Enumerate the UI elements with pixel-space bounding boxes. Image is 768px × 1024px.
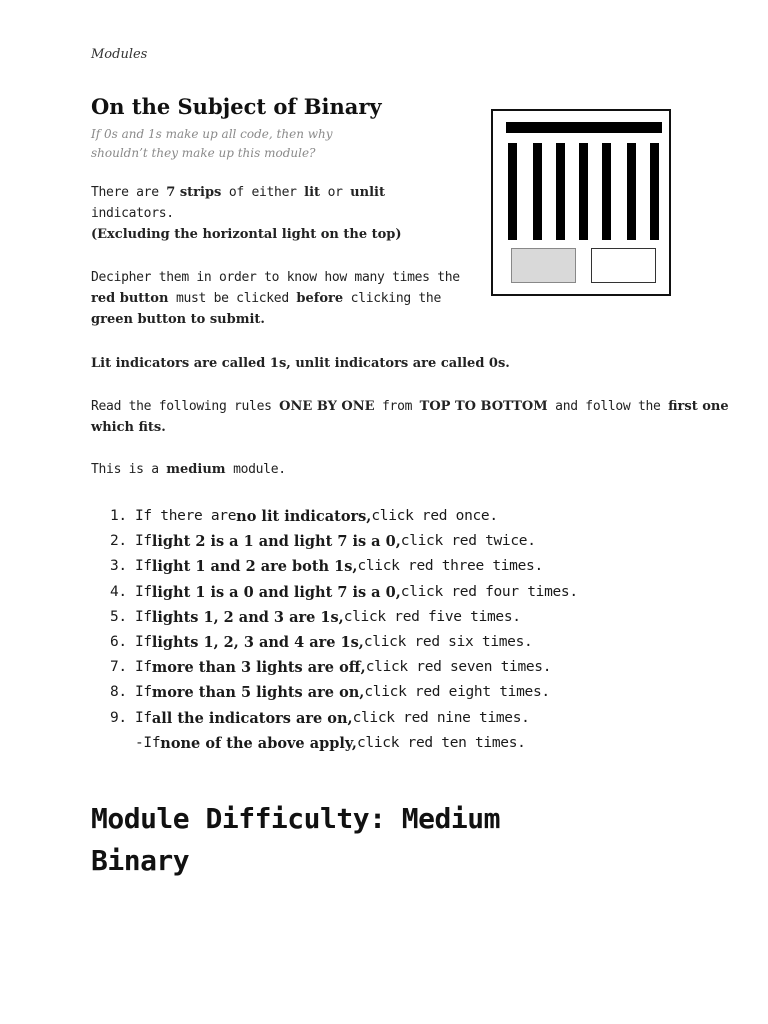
text: and follow the: [547, 399, 669, 414]
rule-condition: light 2 is a 1 and light 7 is a 0,: [151, 533, 401, 551]
paragraph-strips: [91, 182, 471, 245]
module-name: Binary: [91, 844, 190, 877]
difficulty-line: Module Difficulty: Medium: [91, 802, 500, 835]
red-button: [511, 248, 576, 283]
emphasis: TOP TO BOTTOM: [419, 399, 548, 414]
rule-condition: lights 1, 2, 3 and 4 are 1s,: [151, 634, 364, 652]
text: module.: [225, 462, 286, 477]
rule-text: click red twice.: [400, 533, 536, 550]
rule-text: click red six times.: [363, 634, 533, 651]
emphasis: green button to submit.: [91, 312, 265, 327]
flavor-text: If 0s and 1s make up all code, then why shouldn’t they make up this module?: [91, 127, 333, 160]
indicator-strip-4: [579, 143, 588, 240]
rule-condition: none of the above apply,: [160, 734, 357, 752]
rule-item: [110, 605, 578, 630]
rule-text: click red once.: [371, 508, 498, 524]
rule-condition: all the indicators are on,: [151, 709, 353, 727]
emphasis: before: [296, 291, 344, 306]
indicator-strip-6: [627, 143, 636, 240]
emphasis: Lit indicators are called 1s, unlit indicators are called 0s.: [91, 356, 510, 371]
rule-number: 6.: [110, 634, 127, 651]
rule-number: 8.: [110, 684, 127, 701]
emphasis: red button: [91, 291, 169, 306]
text: of either: [221, 185, 305, 200]
emphasis: ONE BY ONE: [279, 399, 375, 414]
rule-number: 9.: [110, 709, 127, 726]
emphasis: first one which fits.: [91, 399, 729, 435]
indicator-strip-7: [650, 143, 659, 240]
rule-condition: lights 1, 2 and 3 are 1s,: [151, 608, 344, 626]
rule-number: 3.: [110, 558, 127, 575]
indicator-strip-2: [533, 143, 542, 240]
paragraph-difficulty-note: [91, 459, 491, 480]
rule-text: click red three times.: [357, 558, 543, 575]
rule-condition: light 1 and 2 are both 1s,: [151, 558, 358, 576]
rule-item: [110, 706, 578, 731]
emphasis: 7 strips: [166, 185, 222, 200]
rule-condition: light 1 is a 0 and light 7 is a 0,: [151, 583, 401, 601]
rule-text: click red seven times.: [365, 659, 552, 676]
rule-number: 2.: [110, 533, 127, 550]
fallback-rule: [110, 731, 578, 756]
paragraph-definition: [91, 353, 731, 374]
rule-item: [110, 529, 578, 554]
emphasis: unlit: [350, 185, 385, 200]
rule-text: click red four times.: [400, 583, 578, 600]
rule-text: click red ten times.: [356, 734, 526, 751]
text: Decipher them in order to know how many times the: [91, 270, 460, 285]
paragraph-decipher: [91, 267, 471, 330]
rule-item: [110, 630, 578, 655]
rule-condition: more than 3 lights are off,: [151, 659, 366, 677]
rule-item: [110, 655, 578, 680]
text: or: [320, 185, 351, 200]
rule-item: [110, 554, 578, 579]
rule-text: If: [135, 659, 152, 676]
emphasis: lit: [304, 185, 321, 200]
rule-number: 5.: [110, 608, 127, 625]
rule-number: 7.: [110, 659, 127, 676]
text: clicking the: [343, 291, 441, 306]
difficulty-heading: [91, 798, 500, 882]
text: There are: [91, 185, 167, 200]
rule-item: [110, 580, 578, 605]
emphasis: (Excluding the horizontal light on the top): [91, 227, 402, 242]
binary-module-diagram: [491, 109, 671, 296]
horizontal-top-light: [506, 122, 662, 133]
emphasis: medium: [166, 462, 226, 477]
rule-condition: more than 5 lights are on,: [151, 684, 365, 702]
rule-text: If: [135, 684, 152, 701]
rule-item: [110, 504, 578, 529]
text: Read the following rules: [91, 399, 280, 414]
rule-number: 4.: [110, 583, 127, 600]
rule-text: If: [135, 608, 152, 625]
indicator-strip-1: [508, 143, 517, 240]
rule-text: click red five times.: [343, 608, 521, 625]
text: This is a: [91, 462, 167, 477]
rule-text: If there are: [135, 508, 237, 524]
rule-number: 1.: [110, 508, 127, 524]
text: must be clicked: [168, 291, 297, 306]
rule-condition: no lit indicators,: [236, 508, 372, 525]
paragraph-instructions: [91, 396, 751, 438]
page-title: On the Subject of Binary: [91, 94, 382, 119]
rule-text: -If: [135, 734, 161, 751]
rule-text: click red nine times.: [352, 709, 530, 726]
rule-item: [110, 680, 578, 705]
indicator-strip-3: [556, 143, 565, 240]
rule-text: If: [135, 709, 152, 726]
rule-text: click red eight times.: [364, 684, 550, 701]
text: indicators.: [91, 206, 174, 221]
rule-text: If: [135, 533, 152, 550]
rule-text: If: [135, 558, 152, 575]
rules-list: [110, 504, 578, 756]
rule-text: If: [135, 634, 152, 651]
rule-text: If: [135, 583, 152, 600]
indicator-strip-5: [602, 143, 611, 240]
header-label: Modules: [91, 47, 148, 62]
green-button: [591, 248, 656, 283]
text: from: [374, 399, 420, 414]
